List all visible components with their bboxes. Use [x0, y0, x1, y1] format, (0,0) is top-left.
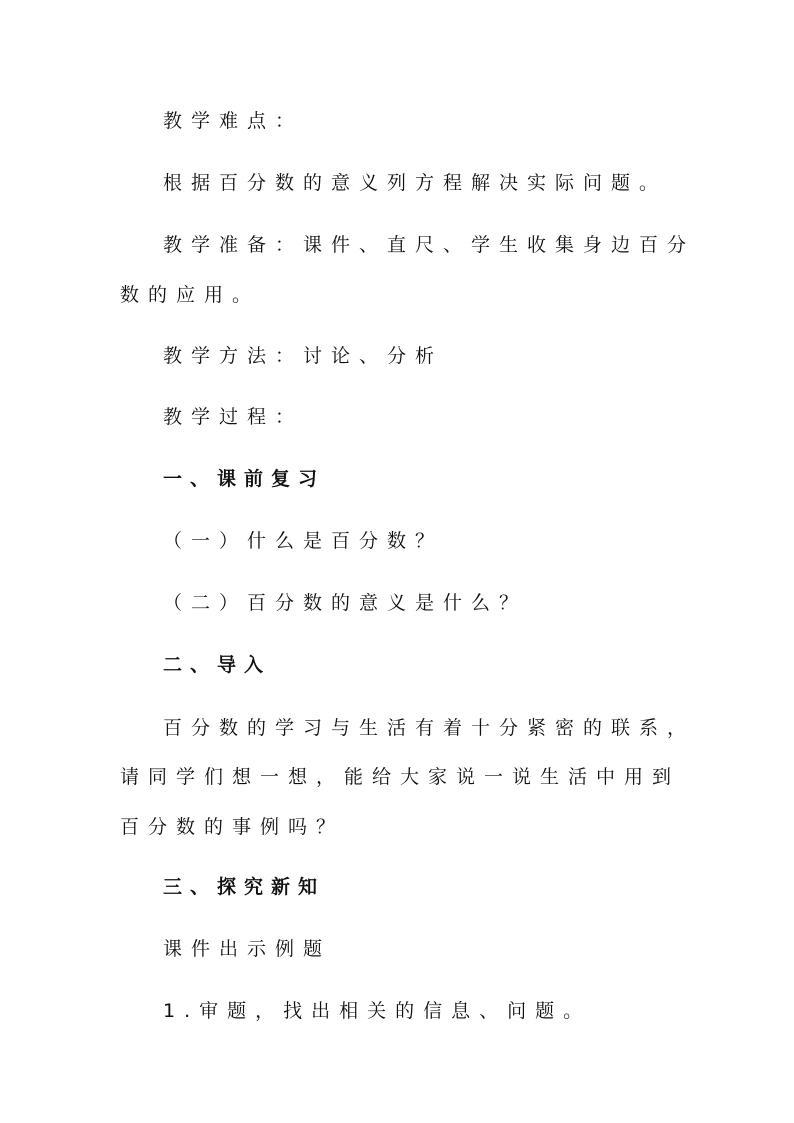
paragraph-introduction-line-3: 百分数的事例吗？: [120, 816, 345, 838]
heading-teaching-difficulty: 教学难点：: [163, 110, 304, 132]
paragraph-introduction: 百分数的学习与生活有着十分紧密的联系，: [163, 717, 696, 739]
list-item-question-one: （一）什么是百分数？: [163, 530, 444, 552]
paragraph-introduction-line-2: 请同学们想一想，能给大家说一说生活中用到: [120, 766, 681, 788]
list-item-step-one: 1.审题，找出相关的信息、问题。: [163, 1000, 592, 1022]
heading-teaching-process: 教学过程：: [163, 406, 304, 428]
paragraph-difficulty-content: 根据百分数的意义列方程解决实际问题。: [163, 172, 668, 194]
paragraph-show-example: 课件出示例题: [163, 938, 332, 960]
section-heading-introduction: 二、导入: [163, 654, 272, 676]
section-heading-review: 一、课前复习: [163, 468, 326, 490]
paragraph-teaching-method: 教学方法：讨论、分析: [163, 345, 444, 367]
paragraph-teaching-preparation-continued: 数的应用。: [120, 284, 261, 306]
section-heading-explore: 三、探究新知: [163, 876, 326, 898]
list-item-question-two: （二）百分数的意义是什么？: [163, 592, 528, 614]
paragraph-teaching-preparation: 教学准备：课件、直尺、学生收集身边百分: [163, 234, 696, 256]
